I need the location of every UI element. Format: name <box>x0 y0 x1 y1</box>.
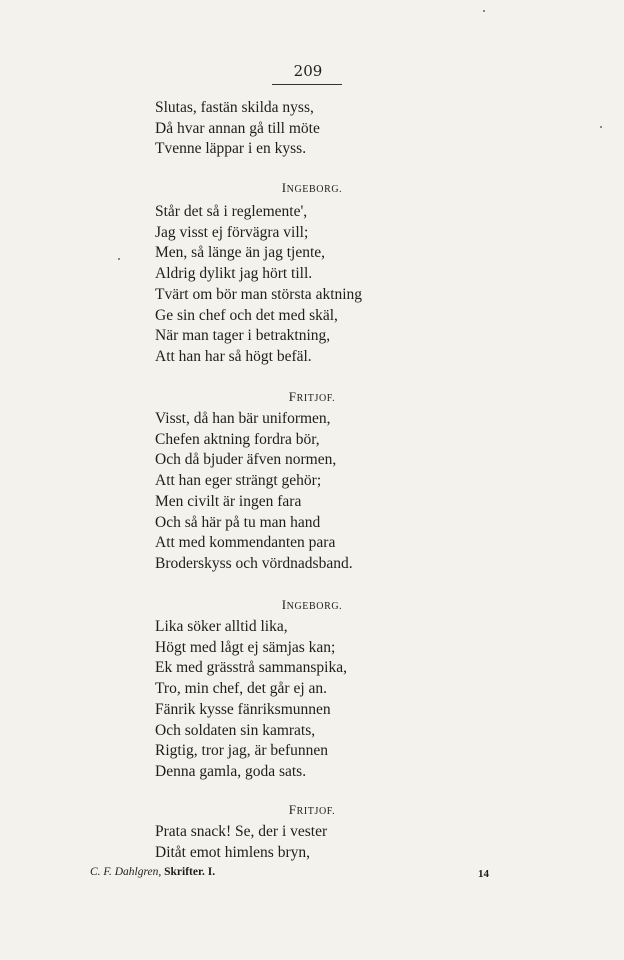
speaker-heading <box>0 802 624 818</box>
scan-speck <box>600 126 602 128</box>
scan-speck <box>483 10 485 12</box>
verse-line: Lika söker alltid lika, <box>155 618 288 635</box>
footer-author: C. F. Dahlgren, <box>90 866 162 878</box>
verse-line: Prata snack! Se, der i vester <box>155 823 328 840</box>
verse-line: Att med kommendanten para <box>155 534 336 552</box>
page-footer <box>90 866 510 878</box>
speaker-name: FRITJOF. <box>288 802 336 817</box>
speaker-heading <box>0 597 624 613</box>
speaker-name: INGEBORG. <box>281 597 343 612</box>
verse-line: Rigtig, tror jag, är befunnen <box>155 742 329 760</box>
verse-line: Tvärt om bör man största aktning <box>155 285 363 303</box>
verse-line: Och soldaten sin kamrats, <box>155 721 316 739</box>
speaker-heading <box>0 389 624 405</box>
stanza-2 <box>155 409 455 575</box>
verse-line: Ek med grässtrå sammanspika, <box>155 659 347 677</box>
speaker-name: FRITJOF. <box>288 389 336 404</box>
verse-line: Att han har så högt befäl. <box>155 347 312 365</box>
verse-line: Och så här på tu man hand <box>155 513 321 531</box>
stanza-1 <box>155 202 455 368</box>
verse-line: Slutas, fastän skilda nyss, <box>155 99 314 116</box>
verse-line: Tro, min chef, det går ej an. <box>155 680 328 698</box>
verse-line: Ditåt emot himlens bryn, <box>155 843 310 861</box>
footer-volume: I. <box>207 866 216 878</box>
verse-line: Chefen aktning fordra bör, <box>155 430 320 448</box>
footer-title: Skrifter. <box>164 866 205 878</box>
stanza-3 <box>155 617 455 783</box>
verse-line: När man tager i betraktning, <box>155 327 331 345</box>
stanza-0 <box>155 98 455 160</box>
verse-line: Broderskyss och vördnadsband. <box>155 554 353 572</box>
speaker-heading <box>0 180 624 196</box>
verse-line: Visst, då han bär uniformen, <box>155 410 331 427</box>
verse-line: Jag visst ej förvägra vill; <box>155 223 309 241</box>
stanza-4 <box>155 822 455 863</box>
verse-line: Fänrik kysse fänriksmunnen <box>155 700 331 718</box>
verse-line: Tvenne läppar i en kyss. <box>155 140 307 158</box>
verse-line: Ge sin chef och det med skäl, <box>155 306 338 324</box>
sheet-number: 14 <box>478 868 489 880</box>
verse-line: Och då bjuder äfven normen, <box>155 451 337 469</box>
verse-line: Men, så länge än jag tjente, <box>155 244 326 262</box>
verse-line: Denna gamla, goda sats. <box>155 762 307 780</box>
verse-line: Står det så i reglemente', <box>155 203 308 220</box>
page-number-rule <box>272 84 342 85</box>
verse-line: Att han eger strängt gehör; <box>155 472 322 490</box>
scan-speck <box>118 258 120 260</box>
verse-line: Då hvar annan gå till möte <box>155 119 320 137</box>
page-number: 209 <box>293 62 323 80</box>
speaker-name: INGEBORG. <box>281 180 343 195</box>
verse-line: Men civilt är ingen fara <box>155 492 302 510</box>
verse-line: Högt med lågt ej sämjas kan; <box>155 638 336 656</box>
verse-line: Aldrig dylikt jag hört till. <box>155 265 313 283</box>
